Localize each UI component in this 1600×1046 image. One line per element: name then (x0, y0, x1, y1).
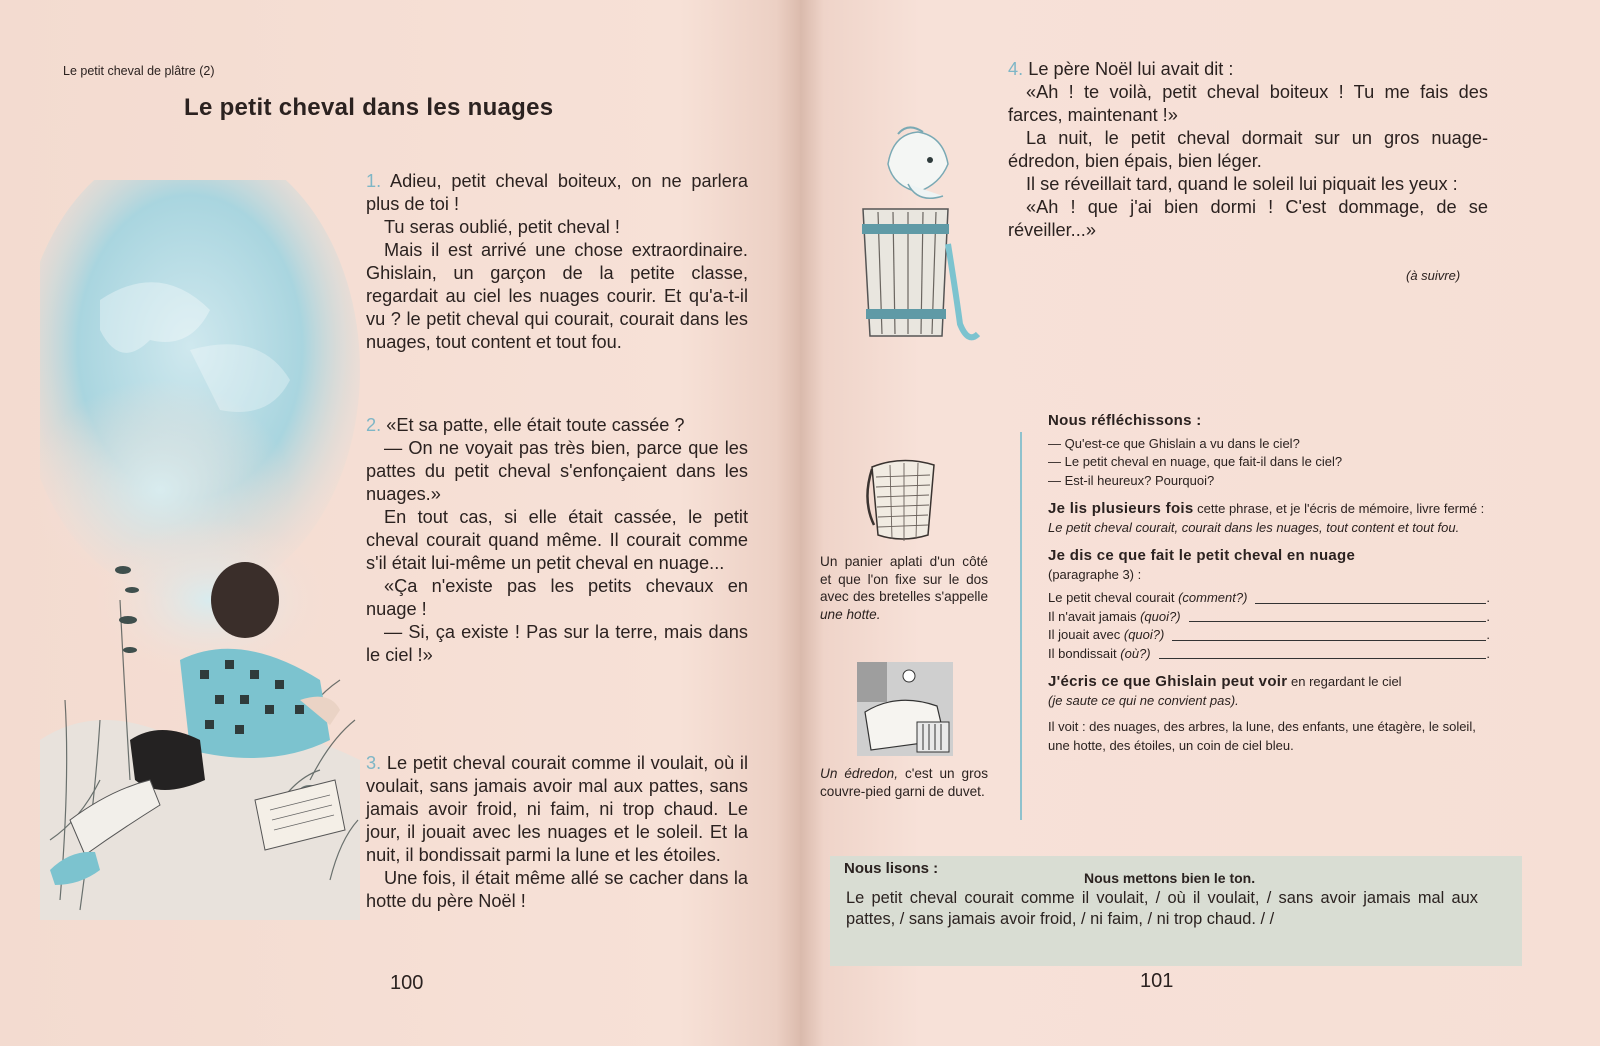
fill-label: Il n'avait jamais (1048, 608, 1141, 624)
je-dis-block (1048, 547, 1490, 663)
section-number: 1. (366, 171, 382, 191)
j-ecris-block (1048, 673, 1490, 755)
section-4 (1008, 58, 1488, 242)
question: — Est-il heureux? Pourquoi? (1048, 472, 1490, 491)
fill-prompt: (où?) (1120, 645, 1151, 661)
paragraph: — Si, ça existe ! Pas sur la terre, mais dans le ciel !» (366, 622, 748, 665)
running-head: Le petit cheval de plâtre (2) (63, 64, 215, 78)
word-list: Il voit : des nuages, des arbres, la lune, des enfants, une étagère, le soleil, une hotte, des étoiles, un coin de ciel bleu. (1048, 719, 1476, 753)
exercise-text: cette phrase, et je l'écris de mémoire, livre fermé : (1193, 501, 1485, 516)
hotte-basket-illustration (862, 455, 944, 545)
paragraph: Le petit cheval courait comme il voulait, où il voulait, sans jamais avoir mal aux pattes, sans jamais avoir froid, ni faim, ni trop chaud. Le jour, il jouait avec les nuages et le soleil. Et la nuit, il bondissait parmi la lune et les étoiles. (366, 753, 748, 865)
reflechissons-block (1048, 412, 1490, 490)
paragraph: Il se réveillait tard, quand le soleil lui piquait les yeux : (1026, 174, 1458, 194)
nous-lisons-box (830, 856, 1522, 966)
exercises (1048, 412, 1490, 765)
caption-text: Un panier aplati d'un côté et que l'on fixe sur le dos avec des bretelles s'appelle (820, 554, 988, 604)
exercise-text: en regardant le ciel (1287, 674, 1402, 689)
blank-answer-line (1255, 603, 1486, 604)
section-number: 2. (366, 415, 382, 435)
caption-text: c'est un gros couvre-pied garni de duvet. (820, 766, 988, 799)
lisons-heading: Nous lisons : (844, 860, 939, 877)
exercise-heading: Je dis ce que fait le petit cheval en nuage (1048, 547, 1356, 564)
section-2 (366, 414, 748, 667)
paragraph: Une fois, il était même allé se cacher dans la hotte du père Noël ! (366, 868, 748, 911)
fill-label: Il jouait avec (1048, 627, 1124, 642)
question: — Qu'est-ce que Ghislain a vu dans le ciel? (1048, 435, 1490, 454)
page-number: 101 (1140, 970, 1174, 992)
divider-rule (1020, 432, 1022, 820)
horse-in-hotte-illustration (848, 124, 988, 354)
blank-answer-line (1172, 640, 1486, 641)
paragraph: — On ne voyait pas très bien, parce que les pattes du petit cheval s'enfonçaient dans les nuages.» (366, 438, 748, 504)
caption-term: Un édredon, (820, 766, 899, 781)
paragraph: En tout cas, si elle était cassée, le petit cheval courait quand même. Il courait comme s'il était lui-même un petit cheval en nuage... (366, 507, 748, 573)
paragraph: La nuit, le petit cheval dormait sur un gros nuage-édredon, bien épais, bien léger. (1008, 128, 1488, 171)
edredon-caption (820, 765, 988, 800)
blank-answer-line (1159, 658, 1487, 659)
page-title: Le petit cheval dans les nuages (184, 94, 554, 121)
section-3 (366, 752, 748, 913)
section-number: 3. (366, 753, 382, 773)
edredon-bed-illustration (857, 662, 953, 756)
paragraph: Adieu, petit cheval boiteux, on ne parlera plus de toi ! (366, 171, 748, 214)
caption-term: une hotte. (820, 606, 881, 622)
paragraph: «Ça n'existe pas les petits chevaux en nuage ! (366, 576, 748, 619)
section-1 (366, 170, 748, 354)
fill-prompt: (comment?) (1178, 590, 1248, 605)
fill-prompt: (quoi?) (1140, 608, 1181, 624)
exercise-heading: J'écris ce que Ghislain peut voir (1048, 673, 1288, 690)
question: — Le petit cheval en nuage, que fait-il dans le ciel? (1048, 453, 1490, 472)
fill-prompt: (quoi?) (1123, 627, 1165, 642)
paragraph: «Ah ! te voilà, petit cheval boiteux ! Tu me fais des farces, maintenant !» (1008, 82, 1488, 125)
fill-line: Il bondissait (où?) . (1048, 645, 1490, 661)
fill-label: Le petit cheval courait (1048, 590, 1179, 605)
exercise-heading: Je lis plusieurs fois (1048, 500, 1194, 517)
paragraph: Tu seras oublié, petit cheval ! (384, 217, 620, 237)
fill-label: Il bondissait (1048, 645, 1121, 661)
je-lis-block (1048, 500, 1490, 537)
fill-line: Il n'avait jamais (quoi?) . (1048, 608, 1490, 624)
boy-clouds-illustration (40, 180, 360, 920)
blank-answer-line (1189, 621, 1487, 622)
exercise-heading: Nous réfléchissons : (1048, 412, 1202, 429)
exercise-note: (paragraphe 3) : (1048, 566, 1142, 582)
paragraph: Le père Noël lui avait dit : (1028, 59, 1234, 79)
exercise-note: (je saute ce qui ne convient pas). (1048, 692, 1239, 708)
a-suivre: (à suivre) (1406, 268, 1461, 283)
right-page (800, 0, 1600, 1046)
paragraph: «Et sa patte, elle était toute cassée ? (386, 415, 685, 435)
paragraph: «Ah ! que j'ai bien dormi ! C'est dommage, de se réveiller...» (1008, 197, 1488, 240)
section-number: 4. (1008, 59, 1024, 79)
paragraph: Mais il est arrivé une chose extraordinaire. Ghislain, un garçon de la petite classe, regardait au ciel les nuages courir. Et qu'a-t-il vu ? le petit cheval qui courait, courait dans les nuages, tout content et tout fou. (366, 240, 748, 352)
memorize-phrase: Le petit cheval courait, courait dans les nuages, tout content et tout fou. (1048, 519, 1460, 535)
hotte-caption (820, 553, 988, 623)
fill-line: Le petit cheval courait (comment?) . (1048, 590, 1490, 605)
page-number: 100 (390, 972, 424, 994)
fill-line: Il jouait avec (quoi?) . (1048, 627, 1490, 642)
lisons-text: Le petit cheval courait comme il voulait, / où il voulait, / sans avoir jamais mal aux pattes, / sans jamais avoir froid, / ni faim, / ni trop chaud. / / (846, 889, 1478, 928)
lisons-subheading: Nous mettons bien le ton. (1084, 870, 1256, 886)
